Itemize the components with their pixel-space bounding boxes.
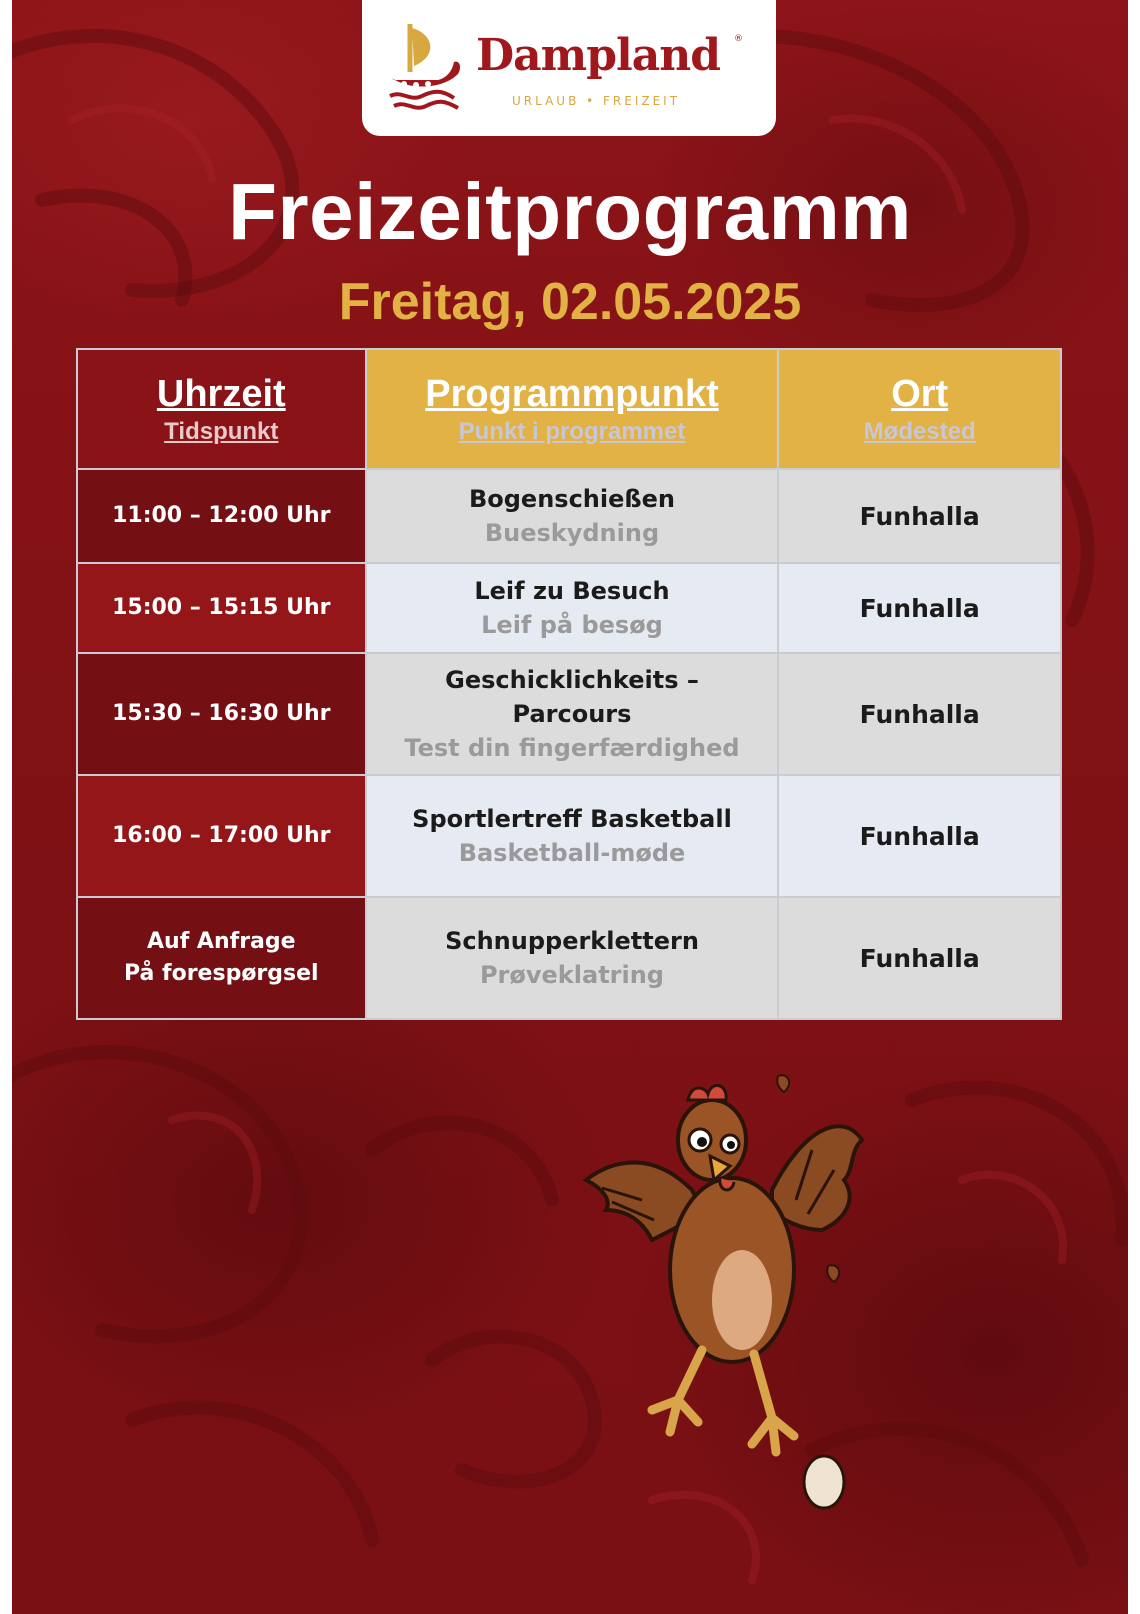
time-value: Auf Anfrage — [147, 929, 296, 954]
program-title: Leif zu Besuch — [474, 577, 670, 605]
time-cell — [77, 469, 366, 563]
logo-header — [362, 0, 776, 136]
page-date: Freitag, 02.05.2025 — [338, 273, 802, 331]
header-program-label: Programmpunkt — [425, 372, 719, 415]
table-row — [77, 469, 1061, 563]
program-cell — [366, 653, 779, 775]
place-cell: Funhalla — [778, 653, 1061, 775]
program-translation: Basketball-møde — [458, 839, 686, 867]
table-row — [77, 897, 1061, 1019]
header-program-sublabel: Punkt i programmet — [458, 417, 686, 445]
time-value: 15:00 – 15:15 Uhr — [112, 595, 331, 620]
table-row — [77, 563, 1061, 653]
flyer-page — [12, 0, 1128, 1614]
registered-mark: ® — [734, 34, 743, 44]
time-value: 11:00 – 12:00 Uhr — [112, 503, 331, 528]
time-cell — [77, 563, 366, 653]
program-cell — [366, 469, 779, 563]
place-cell: Funhalla — [778, 563, 1061, 653]
header-time — [77, 349, 366, 469]
table-row — [77, 653, 1061, 775]
program-title: Schnupperklettern — [445, 927, 699, 955]
brand-wordmark: Dampland — [476, 30, 720, 81]
time-value: 16:00 – 17:00 Uhr — [112, 823, 331, 848]
program-title: Geschicklichkeits – Parcours — [445, 666, 699, 728]
program-cell — [366, 775, 779, 897]
viking-ship-logo-icon — [388, 20, 468, 114]
program-translation: Bueskydning — [484, 519, 660, 547]
time-cell — [77, 897, 366, 1019]
header-place-label: Ort — [891, 372, 949, 415]
header-place-sublabel: Mødested — [863, 417, 976, 445]
header-time-label: Uhrzeit — [156, 372, 286, 415]
time-value: 15:30 – 16:30 Uhr — [112, 701, 331, 726]
place-cell: Funhalla — [778, 775, 1061, 897]
brand-tagline: URLAUB • FREIZEIT — [512, 94, 681, 108]
program-cell — [366, 563, 779, 653]
time-cell — [77, 653, 366, 775]
program-title: Bogenschießen — [468, 485, 676, 513]
place-cell: Funhalla — [778, 897, 1061, 1019]
header-program — [366, 349, 779, 469]
header-place — [778, 349, 1061, 469]
program-translation: Prøveklatring — [479, 961, 664, 989]
time-translation: På forespørgsel — [123, 961, 319, 986]
program-title: Sportlertreff Basketball — [412, 805, 732, 833]
program-cell — [366, 897, 779, 1019]
header-time-sublabel: Tidspunkt — [164, 417, 279, 445]
schedule-table — [76, 348, 1062, 1020]
place-cell: Funhalla — [778, 469, 1061, 563]
chicken-illustration-icon — [582, 1070, 882, 1520]
program-translation: Leif på besøg — [481, 611, 663, 639]
page-title: Freizeitprogramm — [228, 167, 912, 256]
table-header-row — [77, 349, 1061, 469]
program-translation: Test din fingerfærdighed — [404, 734, 740, 762]
table-row — [77, 775, 1061, 897]
time-cell — [77, 775, 366, 897]
